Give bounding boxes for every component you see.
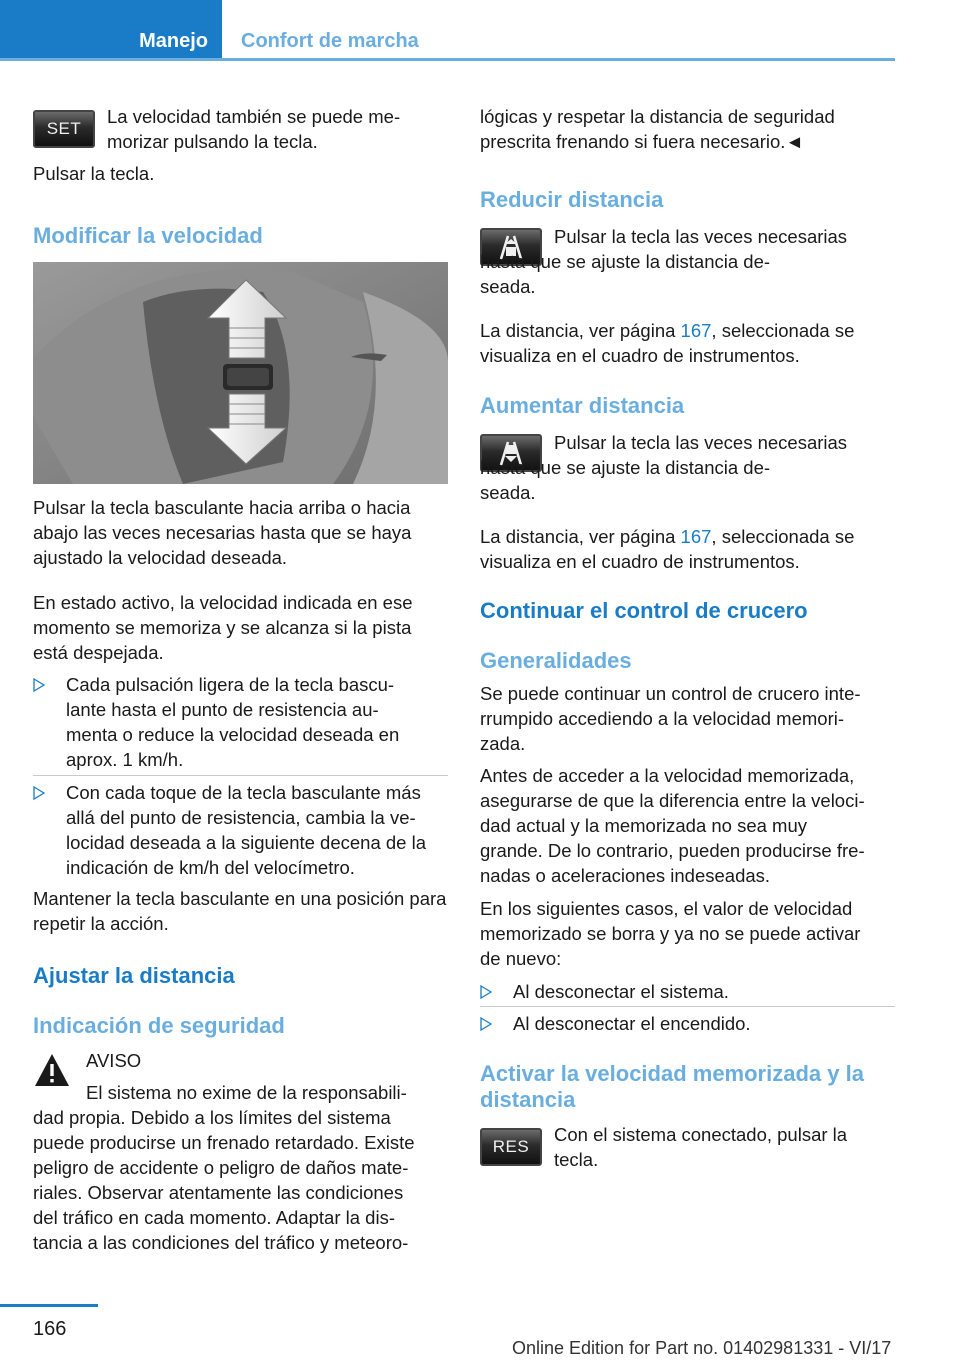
heading-reduce-distance: Reducir distancia xyxy=(480,187,664,212)
set-key-text: La velocidad también se puede me- morizar pulsando la tecla. xyxy=(107,106,401,152)
footer-accent-bar xyxy=(0,1304,98,1307)
heading-modify-speed: Modificar la velocidad xyxy=(33,223,263,248)
increase-distance-text: Pulsar la tecla las veces necesarias hasta que se ajuste la distancia de- seada. xyxy=(480,432,848,503)
paragraph-tilt-key: Pulsar la tecla basculante hacia arriba o hacia abajo las veces necesarias hasta que se haya ajustado la velocidad deseada. xyxy=(33,497,412,568)
list-item xyxy=(33,672,448,772)
reduce-distance-text: Pulsar la tecla las veces necesarias hasta que se ajuste la distancia de- seada. xyxy=(480,226,848,297)
header-tabs xyxy=(0,0,895,62)
footer-edition: Online Edition for Part no. 01402981331 - VI/17 xyxy=(512,1338,892,1358)
press-key-text: Pulsar la tecla. xyxy=(33,163,155,184)
list-divider xyxy=(480,1006,895,1007)
page-number: 166 xyxy=(33,1318,67,1340)
reduce-distance-ref xyxy=(480,318,895,368)
set-key-icon: SET xyxy=(33,110,95,148)
heading-activate-memorized: Activar la velocidad memorizada y la distancia xyxy=(480,1061,864,1112)
general-paragraph-2: Antes de acceder a la velocidad memorizada, asegurarse de que la diferencia entre la veloci- dad actual y la memorizada no sea muy grande. De lo contrario, pueden producirse fre- nadas o aceleraciones indeseadas. xyxy=(480,765,865,886)
activate-text: Con el sistema conectado, pulsar la tecla. xyxy=(554,1124,848,1170)
bullet-text: Cada pulsación ligera de la tecla bascu- lante hasta el punto de resistencia au- menta o reduce la velocidad deseada en aprox. 1 km/h. xyxy=(66,674,400,770)
list-item xyxy=(480,1011,895,1037)
general-paragraph-1: Se puede continuar un control de crucero inte- rrumpido accediendo a la velocidad memori- zada. xyxy=(480,683,861,754)
steering-wheel-photo xyxy=(33,262,448,484)
warning-label: AVISO xyxy=(86,1050,142,1071)
ref-text-a: La distancia, ver página xyxy=(480,320,681,341)
paragraph-active-state: En estado activo, la velocidad indicada en ese momento se memoriza y se alcanza si la pista está despejada. xyxy=(33,592,413,663)
page-link-167[interactable]: 167 xyxy=(680,526,712,547)
increase-distance-ref xyxy=(480,524,895,574)
list-item xyxy=(33,780,448,880)
bullet-text: Al desconectar el encendido. xyxy=(513,1013,751,1034)
triangle-bullet-icon xyxy=(480,1017,492,1031)
triangle-bullet-icon xyxy=(33,786,45,800)
ref-text-a: La distancia, ver página xyxy=(480,526,681,547)
list-divider xyxy=(33,775,448,776)
triangle-bullet-icon xyxy=(33,678,45,692)
page-link-167[interactable]: 167 xyxy=(680,320,712,341)
general-paragraph-3: En los siguientes casos, el valor de velocidad memorizado se borra y ya no se puede activar de nuevo: xyxy=(480,898,861,969)
heading-safety-note: Indicación de seguridad xyxy=(33,1013,285,1038)
heading-general: Generalidades xyxy=(480,648,632,673)
bullet-text: Con cada toque de la tecla basculante más allá del punto de resistencia, cambia la ve- locidad deseada a la siguiente decena de la indicación de km/h del velocímetro. xyxy=(66,782,427,878)
tab-confort-de-marcha[interactable]: Confort de marcha xyxy=(241,30,419,52)
tab-manejo[interactable] xyxy=(0,0,222,61)
header-rule xyxy=(0,58,895,61)
ref-text-b: , seleccionada se visualiza en el cuadro de instrumentos. xyxy=(480,526,855,572)
warning-text: El sistema no exime de la responsabili- dad propia. Debido a los límites del sistema puede producirse un frenado retardado. Existe peligro de accidente o peligro de daños mate- riales. Observar atentamente las condiciones del tráfico en cada momento. Adaptar la dis- tancia a las condiciones del tráfico y meteoro- xyxy=(33,1082,415,1253)
heading-adjust-distance: Ajustar la distancia xyxy=(33,963,235,988)
ref-text-b: , seleccionada se visualiza en el cuadro de instrumentos. xyxy=(480,320,855,366)
bullet-text: Al desconectar el sistema. xyxy=(513,981,729,1002)
heading-increase-distance: Aumentar distancia xyxy=(480,393,685,418)
paragraph-hold-key: Mantener la tecla basculante en una posición para repetir la acción. xyxy=(33,888,447,934)
tab-manejo-label: Manejo xyxy=(139,30,208,52)
heading-continue-cruise: Continuar el control de crucero xyxy=(480,598,808,623)
continued-text: lógicas y respetar la distancia de seguridad prescrita frenando si fuera necesario.◄ xyxy=(480,106,835,152)
triangle-bullet-icon xyxy=(480,985,492,999)
res-key-icon: RES xyxy=(480,1128,542,1166)
list-item xyxy=(480,979,895,1005)
